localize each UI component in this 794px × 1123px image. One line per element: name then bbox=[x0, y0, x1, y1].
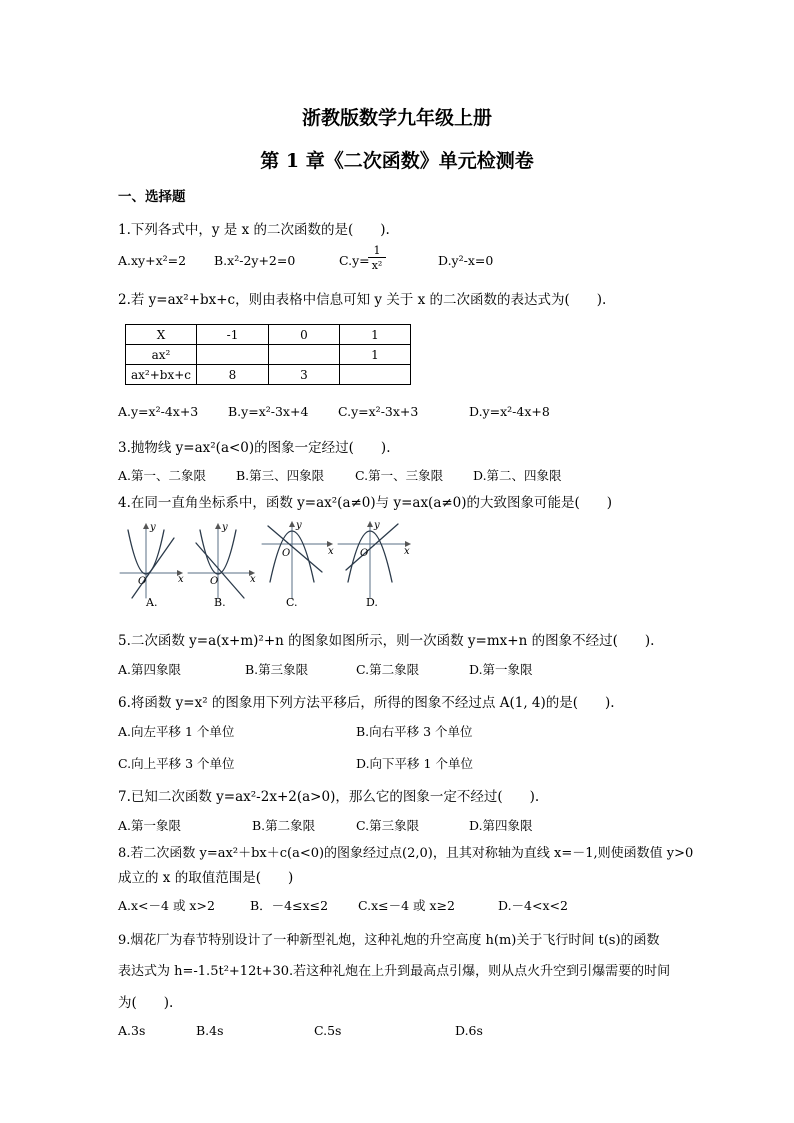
q2-option-d: D.y=x²-4x+8 bbox=[469, 404, 550, 419]
q3-option-a: A.第一、二象限 bbox=[118, 468, 207, 483]
graph-label-a: A. bbox=[146, 596, 158, 609]
q3-option-c: C.第一、三象限 bbox=[355, 468, 444, 483]
question-6-stem: 6.将函数 y=x² 的图象用下列方法平移后，所得的图象不经过点 A(1, 4)的是( ). bbox=[118, 695, 615, 711]
q4-graph-c bbox=[262, 520, 334, 609]
q6-option-a: A.向左平移 1 个单位 bbox=[118, 724, 235, 739]
question-9-stem-line2: 表达式为 h=-1.5t²+12t+30.若这种礼炮在上升到最高点引爆，则从点火升空到引爆需要的时间 bbox=[118, 964, 671, 979]
q9-option-b: B.4s bbox=[196, 1023, 224, 1038]
question-2-stem: 2.若 y=ax²+bx+c，则由表格中信息可知 y 关于 x 的二次函数的表达式为( ). bbox=[118, 292, 607, 308]
q7-option-c: C.第三象限 bbox=[356, 818, 420, 833]
table-cell: 1 bbox=[340, 325, 411, 345]
q1-option-c-prefix: C.y= bbox=[339, 253, 370, 268]
q4-graph-a bbox=[120, 522, 184, 609]
table-row bbox=[126, 345, 411, 365]
q9-option-a: A.3s bbox=[118, 1023, 146, 1038]
q8-option-d: D.－4<x<2 bbox=[498, 898, 568, 913]
question-8-stem-line2: 成立的 x 的取值范围是( ) bbox=[118, 870, 294, 886]
x-axis-label: x bbox=[178, 574, 184, 585]
document-subtitle: 第 1 章《二次函数》单元检测卷 bbox=[260, 150, 534, 172]
question-8-stem-line1: 8.若二次函数 y=ax²＋bx＋c(a<0)的图象经过点(2,0)，且其对称轴为直线 x=－1,则使函数值 y>0 bbox=[118, 846, 694, 861]
x-axis-label: x bbox=[404, 546, 410, 557]
q1-option-c-denominator: x² bbox=[371, 259, 383, 272]
q3-option-d: D.第二、四象限 bbox=[473, 468, 562, 483]
q8-option-a: A.x<－4 或 x>2 bbox=[118, 898, 215, 913]
table-cell: ax² bbox=[126, 345, 197, 365]
y-axis-label: y bbox=[222, 522, 228, 533]
linear-line bbox=[132, 538, 174, 598]
q4-graph-b bbox=[188, 522, 256, 609]
graph-label-b: B. bbox=[214, 596, 226, 609]
table-row bbox=[126, 325, 411, 345]
graph-label-c: C. bbox=[286, 596, 298, 609]
table-cell bbox=[197, 345, 269, 365]
q1-option-d: D.y²-x=0 bbox=[438, 253, 494, 268]
x-axis-label: x bbox=[250, 574, 256, 585]
question-5-stem: 5.二次函数 y=a(x+m)²+n 的图象如图所示，则一次函数 y=mx+n 的图象不经过( ). bbox=[118, 633, 655, 649]
q2-option-c: C.y=x²-3x+3 bbox=[338, 404, 419, 419]
question-7-stem: 7.已知二次函数 y=ax²-2x+2(a>0)，那么它的图象一定不经过( ). bbox=[118, 789, 540, 805]
q7-option-b: B.第二象限 bbox=[252, 818, 316, 833]
q5-option-b: B.第三象限 bbox=[245, 662, 309, 677]
q9-option-c: C.5s bbox=[314, 1023, 342, 1038]
table-cell: 3 bbox=[269, 365, 340, 385]
origin-label: O bbox=[360, 548, 369, 559]
origin-label: O bbox=[138, 576, 147, 587]
y-axis-label: y bbox=[150, 522, 156, 533]
table-cell: 0 bbox=[269, 325, 340, 345]
question-1-stem: 1.下列各式中，y 是 x 的二次函数的是( ). bbox=[118, 222, 390, 238]
section-heading: 一、选择题 bbox=[118, 189, 186, 205]
q4-graphs bbox=[116, 518, 416, 613]
origin-label: O bbox=[282, 548, 291, 559]
question-3-stem: 3.抛物线 y=ax²(a<0)的图象一定经过( ). bbox=[118, 440, 391, 456]
q2-option-a: A.y=x²-4x+3 bbox=[118, 404, 199, 419]
q8-option-c: C.x≤－4 或 x≥2 bbox=[358, 898, 455, 913]
q4-graph-d bbox=[338, 520, 410, 609]
q6-option-b: B.向右平移 3 个单位 bbox=[356, 724, 473, 739]
question-9-stem-line1: 9.烟花厂为春节特别设计了一种新型礼炮，这种礼炮的升空高度 h(m)关于飞行时间 t(s)的函数 bbox=[118, 933, 660, 948]
q5-option-a: A.第四象限 bbox=[118, 662, 182, 677]
q1-option-a: A.xy+x²=2 bbox=[118, 253, 187, 268]
q5-option-c: C.第二象限 bbox=[356, 662, 420, 677]
table-cell: X bbox=[126, 325, 197, 345]
table-row bbox=[126, 365, 411, 385]
table-cell: -1 bbox=[197, 325, 269, 345]
origin-label: O bbox=[210, 576, 219, 587]
table-cell: 8 bbox=[197, 365, 269, 385]
q1-option-b: B.x²-2y+2=0 bbox=[214, 253, 296, 268]
q7-option-d: D.第四象限 bbox=[469, 818, 533, 833]
linear-line bbox=[196, 543, 244, 598]
q6-option-c: C.向上平移 3 个单位 bbox=[118, 756, 235, 771]
y-axis-label: y bbox=[374, 520, 380, 531]
y-axis-label: y bbox=[296, 520, 302, 531]
q9-option-d: D.6s bbox=[455, 1023, 483, 1038]
x-axis-label: x bbox=[328, 546, 334, 557]
q6-option-d: D.向下平移 1 个单位 bbox=[356, 756, 473, 771]
q5-option-d: D.第一象限 bbox=[469, 662, 533, 677]
table-cell: 1 bbox=[340, 345, 411, 365]
question-9-stem-line3: 为( ). bbox=[118, 995, 174, 1011]
q1-option-c-numerator: 1 bbox=[368, 244, 386, 258]
linear-line bbox=[268, 526, 322, 572]
question-4-stem: 4.在同一直角坐标系中，函数 y=ax²(a≠0)与 y=ax(a≠0)的大致图象可能是( ) bbox=[118, 495, 613, 511]
q2-option-b: B.y=x²-3x+4 bbox=[228, 404, 309, 419]
document-title: 浙教版数学九年级上册 bbox=[301, 107, 492, 129]
q3-option-b: B.第三、四象限 bbox=[236, 468, 325, 483]
table-cell bbox=[340, 365, 411, 385]
q7-option-a: A.第一象限 bbox=[118, 818, 182, 833]
graph-label-d: D. bbox=[366, 596, 378, 609]
q2-table bbox=[125, 324, 411, 385]
q8-option-b: B．－4≤x≤2 bbox=[250, 898, 329, 913]
table-cell bbox=[269, 345, 340, 365]
table-cell: ax²+bx+c bbox=[126, 365, 197, 385]
